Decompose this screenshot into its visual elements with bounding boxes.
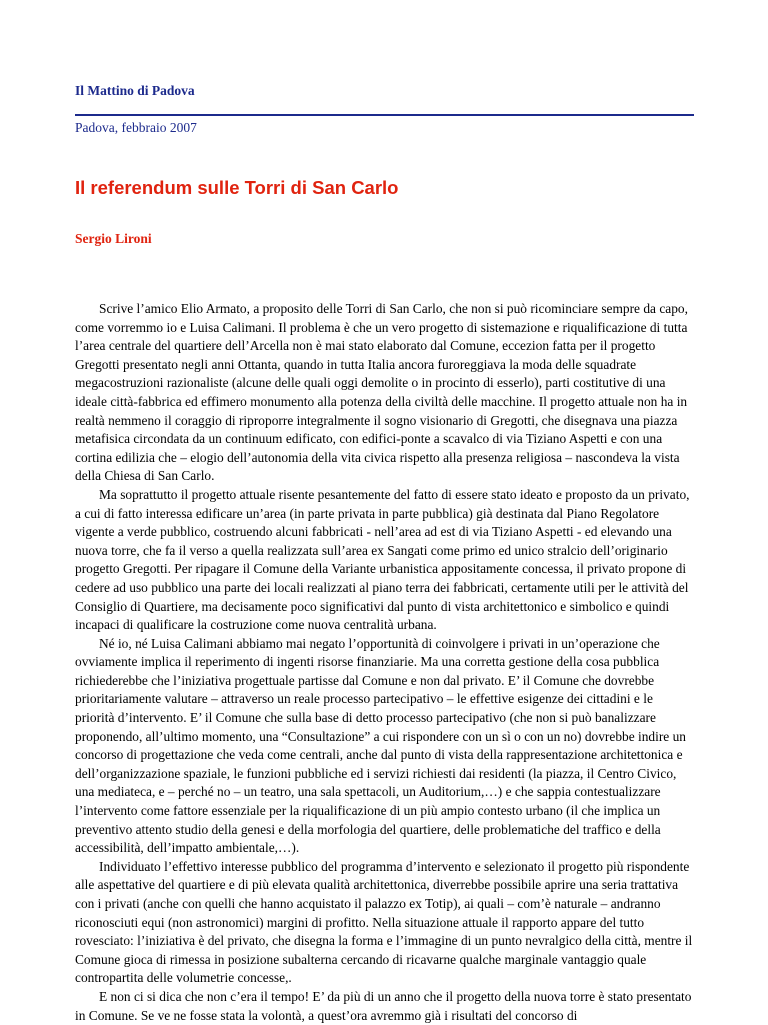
- article-paragraph: Scrive l’amico Elio Armato, a proposito delle Torri di San Carlo, che non si può ricominciare sempre da capo, come vorremmo io e Luisa Calimani. Il problema è che un vero progetto di sistemazione e riqualificazione di tutta l’area centrale del quartiere dell’Arcella non è mai stato elaborato dal Comune, eccezion fatta per il progetto Gregotti presentato negli anni Ottanta, quando in tutta Italia ancora furoreggiava la moda delle squadrate megacostruzioni razionaliste (alcune delle quali oggi demolite o in procinto di esserlo), parti costitutive di una ideale città-fabbrica ed effimero monumento alla potenza della civiltà delle macchine. Il progetto attuale non ha in realtà nemmeno il coraggio di riproporre integralmente il sogno visionario di Gregotti, che disegnava una piazza metafisica circondata da un continuum edificato, con edifici-ponte a scavalco di via Tiziano Aspetti e con una cortina edilizia che – elogio dell’autonomia della vita civica rispetto alla presenza religiosa – nascondeva la vista della Chiesa di San Carlo.: [75, 301, 688, 484]
- article-title: Il referendum sulle Torri di San Carlo: [75, 177, 399, 198]
- article-author: Sergio Lironi: [75, 231, 152, 246]
- newspaper-masthead: Il Mattino di Padova: [75, 83, 195, 98]
- dateline: Padova, febbraio 2007: [75, 120, 197, 135]
- article-paragraph: E non ci si dica che non c’era il tempo! E’ da più di un anno che il progetto della nuova torre è stato presentato in Comune. Se ve ne fosse stata la volontà, a quest’ora avremmo già i risultati del concorso di: [75, 988, 692, 1023]
- masthead-divider: [75, 114, 694, 116]
- article-paragraph: Ma soprattutto il progetto attuale risente pesantemente del fatto di essere stato ideato e proposto da un privato, a cui di fatto interessa edificare un’area (in parte privata in parte pubblica) già destinata dal Piano Regolatore vigente a verde pubblico, costruendo alcuni fabbricati - nell’area ad est di via Tiziano Aspetti - ed elevando una nuova torre, che fa il verso a quella realizzata sull’area ex Sangati come primo ed unico stralcio dell’originario progetto Gregotti. Per ripagare il Comune della Variante urbanistica appositamente concessa, il privato propone di cedere ad uso pubblico una parte dei locali realizzati al piano terra dei fabbricati, certamente utili per le attività del Consiglio di Quartiere, ma decisamente poco significativi dal punto di vista architettonico e simbolico e quindi incapaci di qualificare la costruzione come nuova centralità urbana.: [75, 486, 690, 633]
- article-body: [75, 300, 695, 1025]
- article-paragraph: Individuato l’effettivo interesse pubblico del programma d’intervento e selezionato il progetto più rispondente alle aspettative del quartiere e di più elevata qualità architettonica, diverrebbe possibile aprire una seria trattativa con i privati (anche con quelli che hanno acquistato il palazzo ex Totip), ai quali – com’è naturale – andranno riconosciuti equi (non astronomici) margini di profitto. Nella situazione attuale il rapporto appare del tutto rovesciato: l’iniziativa è del privato, che disegna la forma e l’immagine di un punto nevralgico della città, mentre il Comune gioca di rimessa in posizione subalterna cercando di ricavarne qualche marginale vantaggio quale contropartita delle volumetrie concesse,.: [75, 858, 693, 986]
- article-paragraph: Né io, né Luisa Calimani abbiamo mai negato l’opportunità di coinvolgere i privati in un’operazione che ovviamente implica il reperimento di ingenti risorse finanziarie. Ma una corretta gestione della cosa pubblica richiederebbe che l’iniziativa progettuale partisse dal Comune e non dal privato. E’ il Comune che dovrebbe prioritariamente valutare – attraverso un reale processo partecipativo – le effettive esigenze dei cittadini e le priorità d’intervento. E’ il Comune che sulla base di detto processo partecipativo (che non si può banalizzare proponendo, all’ultimo momento, una “Consultazione” a cui rispondere con un sì o con un no) dovrebbe indire un concorso di progettazione che veda come centrali, anche dal punto di vista della rappresentazione architettonica e dell’organizzazione spaziale, le funzioni pubbliche ed i servizi richiesti dai residenti (la piazza, il Centro Civico, una mediateca, e – perché no – un teatro, una sala spettacoli, un Auditorium,…) e che sappia contestualizzare l’intervento come fattore essenziale per la riqualificazione di un più ampio contesto urbano (il che implica un preventivo attento studio della genesi e della morfologia del quartiere, delle problematiche del traffico e della accessibilità, dell’impatto ambientale,…).: [75, 635, 686, 856]
